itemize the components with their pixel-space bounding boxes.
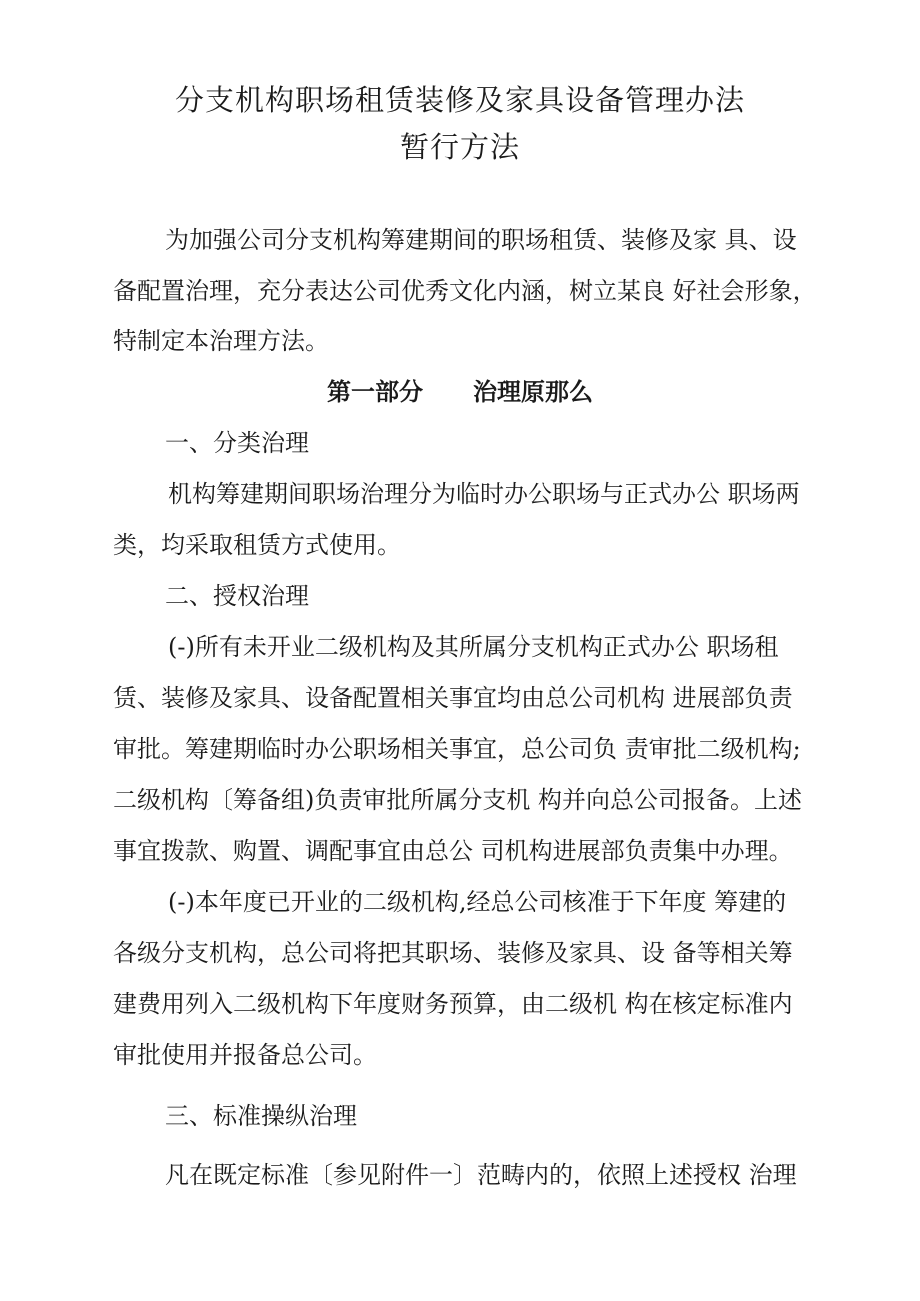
- document-title-line1: 分支机构职场租赁装修及家具设备管理办法: [174, 83, 745, 117]
- item3-line-1: 凡在既定标准〔参见附件一〕范畴内的，依照上述授权 治理: [165, 1161, 797, 1189]
- part1-title: 治理原那么: [473, 378, 593, 406]
- item2-heading: 二、授权治理: [165, 582, 309, 610]
- intro-line-1: 为加强公司分支机构筹建期间的职场租赁、装修及家 具、设: [165, 226, 797, 254]
- item1-heading: 一、分类治理: [165, 429, 309, 457]
- item3-heading: 三、标准操纵治理: [165, 1102, 357, 1130]
- item2-para1-line-2: 赁、装修及家具、设备配置相关事宜均由总公司机构 进展部负责: [113, 684, 793, 712]
- part1-label: 第一部分: [327, 378, 423, 406]
- intro-line-3: 特制定本治理方法。: [113, 327, 329, 355]
- part1-heading: [0, 377, 920, 407]
- item2-para1-line-1: (-)所有未开业二级机构及其所属分支机构正式办公 职场租: [168, 633, 779, 661]
- item2-para2-line-4: 审批使用并报备总公司。: [113, 1041, 377, 1069]
- item1-line-1: 机构筹建期间职场治理分为临时办公职场与正式办公 职场两: [168, 480, 800, 508]
- intro-line-2: 备配置治理，充分表达公司优秀文化内涵，树立某良 好社会形象，: [113, 277, 817, 305]
- item2-para2-line-3: 建费用列入二级机构下年度财务预算，由二级机 构在核定标准内: [113, 990, 793, 1018]
- item2-para2-line-2: 各级分支机构，总公司将把其职场、装修及家具、设 备等相关筹: [113, 939, 793, 967]
- item2-para1-line-5: 事宜拨款、购置、调配事宜由总公 司机构进展部负责集中办理。: [113, 837, 793, 865]
- item2-para2-line-1: (-)本年度已开业的二级机构,经总公司核准于下年度 筹建的: [168, 888, 787, 916]
- document-title-line2: 暂行方法: [399, 130, 520, 164]
- item1-line-2: 类，均采取租赁方式使用。: [113, 531, 401, 559]
- item2-para1-line-3: 审批。筹建期临时办公职场相关事宜，总公司负 责审批二级机构;: [113, 735, 801, 763]
- item2-para1-line-4: 二级机构〔筹备组)负责审批所属分支机 构并向总公司报备。上述: [113, 786, 802, 814]
